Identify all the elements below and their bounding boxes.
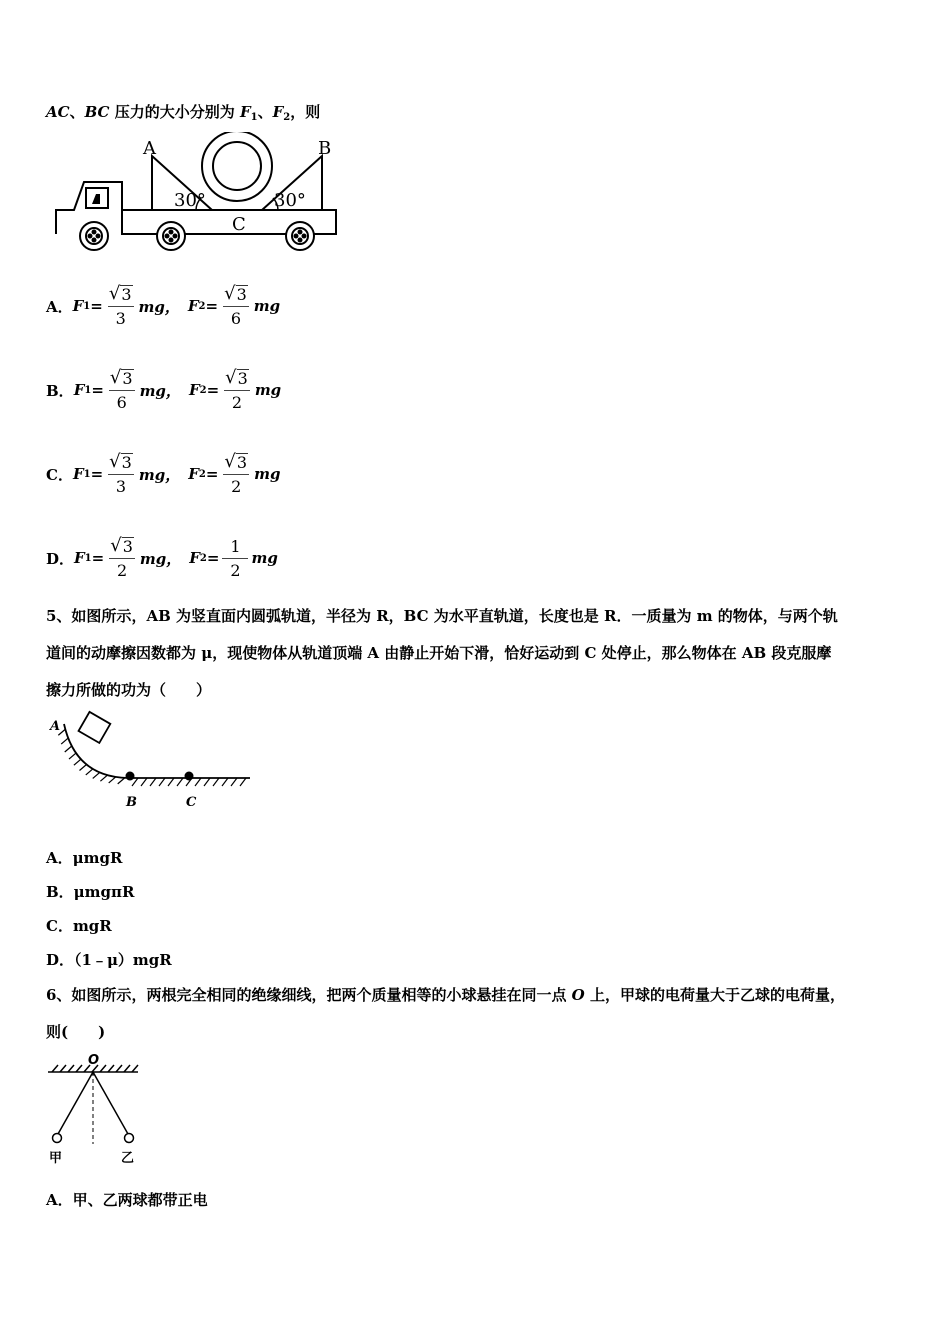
pend-label-right: 乙 <box>121 1151 135 1166</box>
f2-sub: 2 <box>199 552 207 564</box>
f1-label: F <box>72 297 84 315</box>
hatch-mark <box>61 738 68 744</box>
f1-fraction-den: 3 <box>108 474 134 496</box>
hatch-mark <box>74 759 81 765</box>
f2-fraction <box>221 452 251 496</box>
unit1: mg， <box>139 549 182 568</box>
cylinder-inner <box>213 142 261 190</box>
f1-fraction <box>106 284 136 328</box>
hatch-mark <box>69 753 76 759</box>
f1-fraction-num: 3 <box>121 453 132 472</box>
q5-line1: 5、如图所示，AB 为竖直面内圆弧轨道，半径为 R，BC 为水平直轨道，长度也是 R．一质量为 m 的物体，与两个轨 <box>46 607 838 625</box>
hatch-mark <box>159 778 165 786</box>
hatch-mark <box>65 746 72 752</box>
truck-label-a: A <box>143 138 156 159</box>
f2-label: F <box>187 297 199 315</box>
f1-sub: 1 <box>83 300 91 312</box>
ceiling-hatch-mark <box>124 1065 130 1072</box>
eq: = <box>90 465 104 483</box>
q6-point-o: O <box>571 986 585 1004</box>
unit1: mg， <box>139 381 181 400</box>
eq: = <box>91 549 105 567</box>
ceiling-hatch-mark <box>100 1065 106 1072</box>
ball-right <box>125 1134 134 1143</box>
hatch-mark <box>141 778 147 786</box>
wheel-front <box>80 222 108 250</box>
hatch-mark <box>195 778 201 786</box>
eq: = <box>90 297 103 315</box>
hatch-mark <box>222 778 228 786</box>
ceiling-hatch-mark <box>132 1065 138 1072</box>
ball-left <box>53 1134 62 1143</box>
hatch-mark <box>80 765 87 771</box>
eq: = <box>91 381 104 399</box>
q5-line2: 道间的动摩擦因数都为 μ，现使物体从轨道顶端 A 由静止开始下滑，恰好运动到 C 处停止，那么物体在 AB 段克服摩 <box>46 644 832 662</box>
ceiling-hatch-mark <box>52 1065 58 1072</box>
wheel-middle <box>157 222 185 250</box>
point-b <box>126 772 135 781</box>
q4-sep2: 、 <box>257 103 273 121</box>
f1-fraction-num: 3 <box>122 369 133 388</box>
q4-intro <box>46 102 320 128</box>
hatch-mark <box>168 778 174 786</box>
f1-label: F <box>72 465 84 483</box>
sqrt: √ 3 <box>108 283 132 304</box>
hatch-mark <box>109 777 116 783</box>
f2-sub: 2 <box>198 468 206 480</box>
point-c <box>185 772 194 781</box>
f2-fraction-num: 3 <box>236 285 247 304</box>
driver-icon <box>92 194 100 204</box>
q4-bc: BC <box>84 103 110 121</box>
truck-wheels <box>80 222 314 250</box>
f1-fraction <box>107 368 137 412</box>
f2-fraction-num: 3 <box>236 453 248 472</box>
arc-track-figure <box>46 708 256 812</box>
wheel-rear <box>286 222 314 250</box>
unit2: mg <box>254 381 282 399</box>
f2-fraction-den: 2 <box>223 474 249 496</box>
f2-fraction-den: 2 <box>224 390 250 412</box>
f1-fraction-den: 2 <box>109 558 135 580</box>
q5-option-b: B．μmgπR <box>46 883 135 901</box>
f2-sub: 2 <box>199 384 207 396</box>
q4-f2-sub: 2 <box>283 112 291 123</box>
option-letter: C． <box>46 465 73 484</box>
f1-sub: 1 <box>83 468 91 480</box>
f2-sub: 2 <box>198 300 206 312</box>
q5-line3: 擦力所做的功为（ ） <box>46 681 212 699</box>
eq2: = <box>206 549 220 567</box>
ceiling-hatch-mark <box>68 1065 74 1072</box>
pend-label-o: O <box>88 1053 100 1068</box>
sqrt: √ 3 <box>224 283 247 304</box>
f2-fraction-den: 2 <box>222 558 248 580</box>
sqrt: √ 3 <box>110 535 133 556</box>
truck-angle-right: 30° <box>274 190 306 211</box>
f1-label: F <box>73 381 85 399</box>
unit2: mg <box>251 549 278 567</box>
sqrt: √ 3 <box>225 367 248 388</box>
hatch-mark <box>150 778 156 786</box>
hatch-mark <box>177 778 183 786</box>
f1-fraction <box>106 452 136 496</box>
eq2: = <box>205 465 219 483</box>
ceiling-hatch-mark <box>108 1065 114 1072</box>
f2-fraction <box>221 284 251 328</box>
pendulum-figure <box>44 1050 144 1170</box>
q6-option-a: A．甲、乙两球都带正电 <box>46 1191 208 1209</box>
q6-line2: 则( ) <box>46 1023 106 1041</box>
f1-sub: 1 <box>84 552 92 564</box>
f2-label: F <box>189 549 200 567</box>
unit2: mg <box>253 297 281 315</box>
q4-tail: ，则 <box>290 103 321 121</box>
f1-sub: 1 <box>84 384 92 396</box>
f2-fraction-den: 6 <box>223 306 249 328</box>
hatch-mark <box>100 775 107 781</box>
unit1: mg， <box>138 465 181 484</box>
f2-label: F <box>188 465 199 483</box>
hatch-mark <box>86 769 93 775</box>
q4-option <box>46 444 280 504</box>
ceiling-hatch-mark <box>116 1065 122 1072</box>
arc-label-c: C <box>186 795 197 810</box>
pend-label-left: 甲 <box>49 1151 63 1166</box>
ceiling-hatch-mark <box>60 1065 66 1072</box>
q4-intro-text: 压力的大小分别为 <box>109 103 240 121</box>
f1-fraction <box>107 536 137 580</box>
f2-fraction-num: 3 <box>237 369 248 388</box>
block <box>79 712 111 743</box>
q4-f1-sub: 1 <box>250 112 258 123</box>
f1-fraction-den: 6 <box>109 390 135 412</box>
thread-right <box>93 1072 128 1134</box>
sqrt: √ 3 <box>109 451 132 472</box>
f2-fraction-num: 1 <box>230 536 241 556</box>
f1-label: F <box>74 549 85 567</box>
unit1: mg， <box>138 297 180 316</box>
option-letter: D． <box>46 549 75 568</box>
truck-figure <box>46 132 346 254</box>
hatch-mark <box>240 778 246 786</box>
eq2: = <box>205 297 219 315</box>
arc-label-b: B <box>126 795 137 810</box>
q5-option-c: C．mgR <box>46 917 112 935</box>
hatch-mark <box>213 778 219 786</box>
q4-f1: F <box>239 103 251 121</box>
eq2: = <box>206 381 220 399</box>
q4-ac: AC <box>46 103 70 121</box>
truck-angle-left: 30° <box>174 190 206 211</box>
sqrt: √ 3 <box>109 367 133 388</box>
unit2: mg <box>254 465 281 483</box>
hatch-mark <box>204 778 210 786</box>
q5-option-d: D．（1﹣μ）mgR <box>46 951 172 969</box>
hatch-mark <box>118 778 125 784</box>
q6-line1 <box>46 985 845 1005</box>
hatch-mark <box>231 778 237 786</box>
ceiling-hatch-mark <box>76 1065 82 1072</box>
hatch-mark <box>93 772 100 778</box>
q4-option <box>46 360 281 420</box>
arc-label-a: A <box>50 719 61 734</box>
sqrt: √ 3 <box>224 451 248 472</box>
f1-fraction-den: 3 <box>108 306 134 328</box>
q4-option <box>46 276 280 336</box>
truck-label-c: C <box>232 214 246 235</box>
f2-fraction <box>222 537 248 580</box>
f2-label: F <box>188 381 200 399</box>
thread-left <box>58 1072 93 1134</box>
option-letter: A． <box>46 297 73 316</box>
f1-fraction-num: 3 <box>121 285 132 304</box>
truck-label-b: B <box>318 138 332 159</box>
q4-option <box>46 528 278 588</box>
q6-line1-a: 6、如图所示，两根完全相同的绝缘细线，把两个质量相等的小球悬挂在同一点 <box>46 986 572 1004</box>
q4-f2: F <box>272 103 284 121</box>
option-letter: B． <box>46 381 74 400</box>
q6-line1-b: 上，甲球的电荷量大于乙球的电荷量， <box>584 986 845 1004</box>
q5-option-a: A．μmgR <box>46 849 123 867</box>
f1-fraction-num: 3 <box>122 537 133 556</box>
q4-sep: 、 <box>69 103 85 121</box>
f2-fraction <box>222 368 252 412</box>
